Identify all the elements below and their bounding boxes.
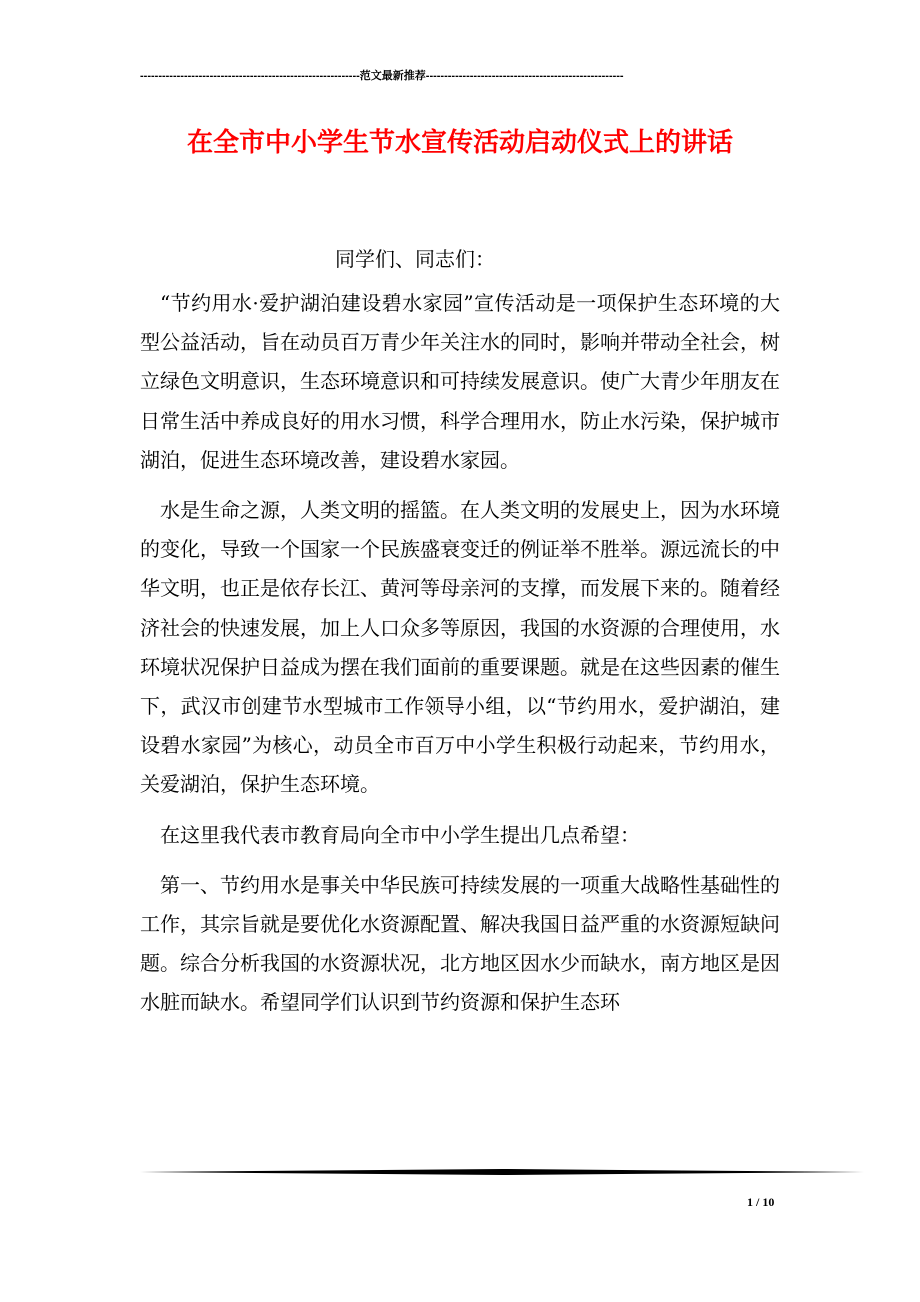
document-title: 在全市中小学生节水宣传活动启动仪式上的讲话: [186, 128, 733, 158]
paragraph: 在这里我代表市教育局向全市中小学生提出几点希望：: [160, 822, 640, 847]
speech-greeting: 同学们、同志们：: [335, 247, 495, 271]
page-number: 1 / 10: [747, 1195, 775, 1209]
document-body: [140, 284, 780, 1023]
page-header-banner: ------------------------------------------------------------范文最新推荐------------------------------------------------------: [140, 70, 624, 82]
paragraph: “节约用水·爱护湖泊建设碧水家园”宣传活动是一项保护生态环境的大型公益活动，旨在动员百万青少年关注水的同时，影响并带动全社会，树立绿色文明意识，生态环境意识和可持续发展意识。使广大青少年朋友在日常生活中养成良好的用水习惯，科学合理用水，防止水污染，保护城市湖泊，促进生态环境改善，建设碧水家园。: [140, 291, 780, 472]
paragraph: 第一、节约用水是事关中华民族可持续发展的一项重大战略性基础性的工作，其宗旨就是要优化水资源配置、解决我国日益严重的水资源短缺问题。综合分析我国的水资源状况，北方地区因水少而缺水，南方地区是因水脏而缺水。希望同学们认识到节约资源和保护生态环: [140, 872, 780, 1015]
footer-divider: [140, 1165, 864, 1179]
paragraph: 水是生命之源，人类文明的摇篮。在人类文明的发展史上，因为水环境的变化，导致一个国家一个民族盛衰变迁的例证举不胜举。源远流长的中华文明，也正是依存长江、黄河等母亲河的支撑，而发展下来的。随着经济社会的快速发展，加上人口众多等原因，我国的水资源的合理使用，水环境状况保护日益成为摆在我们面前的重要课题。就是在这些因素的催生下，武汉市创建节水型城市工作领导小组，以“节约用水，爱护湖泊，建设碧水家园”为核心，动员全市百万中小学生积极行动起来，节约用水，关爱湖泊，保护生态环境。: [140, 498, 780, 797]
